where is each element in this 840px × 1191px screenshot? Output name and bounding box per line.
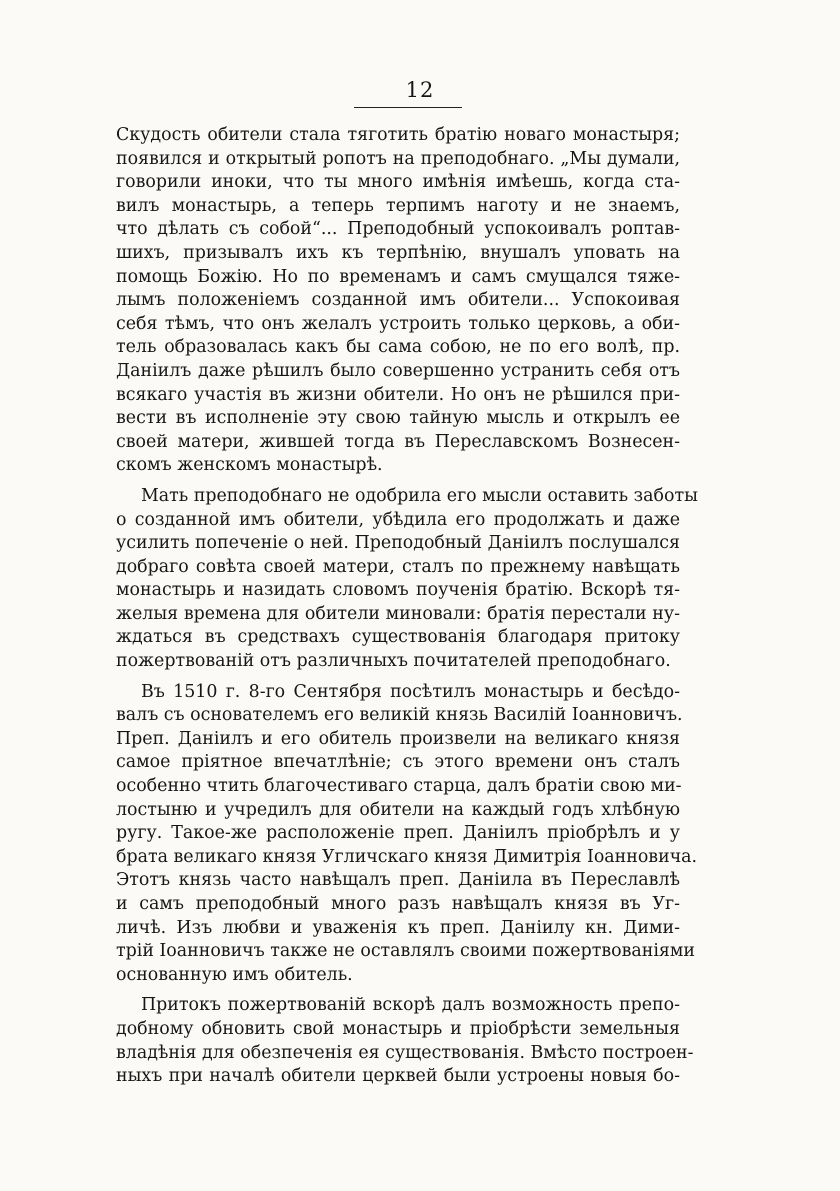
paragraph [116, 124, 680, 478]
text-line: вести въ исполненіе эту свою тайную мысль и открылъ ее [116, 408, 680, 429]
text-line: ныхъ при началѣ обители церквей были устроены новыя бо- [116, 1066, 680, 1087]
text-line: тель образовалась какъ бы сама собою, не по его волѣ, пр. [116, 337, 680, 358]
text-line: Въ 1510 г. 8-го Сентября посѣтилъ монастырь и бесѣдо- [141, 681, 680, 702]
text-line: Этотъ князь часто навѣщалъ преп. Даніила въ Переславлѣ [116, 870, 680, 891]
text-line: появился и открытый ропотъ на преподобнаго. „Мы думали, [116, 148, 680, 169]
text-line: лымъ положеніемъ созданной имъ обители... Успокоивая [116, 290, 680, 311]
text-line: Мать преподобнаго не одобрила его мысли оставить заботы [141, 485, 698, 506]
text-line: Притокъ пожертвованій вскорѣ далъ возможность препо- [141, 995, 680, 1016]
page-number: 12 [405, 78, 435, 102]
text-line: себя тѣмъ, что онъ желалъ устроить только церковь, а оби- [116, 313, 680, 334]
text-line: добраго совѣта своей матери, сталъ по прежнему навѣщать [116, 556, 680, 577]
text-line: что дѣлать съ собой“... Преподобный успокоивалъ роптав- [116, 219, 680, 240]
text-line: особенно чтить благочестиваго старца, далъ братіи свою ми- [116, 776, 682, 797]
page-number-rule [354, 107, 462, 108]
text-line: Преп. Даніилъ и его обитель произвели на великаго князя [116, 728, 680, 749]
paragraph [116, 485, 698, 674]
text-line: самое пріятное впечатлѣніе; съ этого времени онъ сталъ [116, 752, 680, 773]
text-line: шихъ, призывалъ ихъ къ терпѣнію, внушалъ уповать на [116, 242, 680, 263]
text-line: лостыню и учредилъ для обители на каждый годъ хлѣбную [116, 799, 680, 820]
text-line: скомъ женскомъ монастырѣ. [116, 455, 383, 476]
paragraph [116, 994, 694, 1088]
text-line: Даніилъ даже рѣшилъ было совершенно устранить себя отъ [116, 360, 680, 381]
text-line: ругу. Такое-же расположеніе преп. Даніилъ пріобрѣлъ и у [116, 823, 680, 844]
text-line: основанную имъ обитель. [116, 964, 353, 985]
text-line: помощь Божію. Но по временамъ и самъ смущался тяже- [116, 266, 680, 287]
text-line: трій Іоанновичъ также не оставлялъ своими пожертвованіями [116, 941, 696, 962]
text-line: желыя времена для обители миновали: братія перестали ну- [116, 603, 680, 624]
text-line: валъ съ основателемъ его великій князь Василій Іоанновичъ. [116, 705, 683, 726]
text-line: всякаго участія въ жизни обители. Но онъ не рѣшился при- [116, 384, 680, 405]
text-line: брата великаго князя Угличскаго князя Димитрія Іоанновича. [116, 846, 698, 867]
text-line: о созданной имъ обители, убѣдила его продолжать и даже [116, 509, 680, 530]
text-line: ждаться въ средствахъ существованія благодаря притоку [116, 627, 680, 648]
text-line: усилить попеченіе о ней. Преподобный Даніилъ послушался [116, 533, 680, 554]
text-line: монастырь и назидать словомъ поученія братію. Вскорѣ тя- [116, 580, 680, 601]
text-line: говорили иноки, что ты много имѣнія имѣешь, когда ста- [116, 172, 680, 193]
text-line: добному обновить свой монастырь и пріобрѣсти земельныя [116, 1018, 680, 1039]
text-line: своей матери, жившей тогда въ Переславскомъ Вознесен- [116, 431, 680, 452]
text-line: пожертвованій отъ различныхъ почитателей преподобнаго. [116, 651, 671, 672]
text-line: владѣнія для обезпеченія ея существованія. Вмѣсто построен- [116, 1042, 694, 1063]
text-line: личѣ. Изъ любви и уваженія къ преп. Даніилу кн. Дими- [116, 917, 680, 938]
body-text [116, 124, 698, 1089]
text-line: вилъ монастырь, а теперь терпимъ наготу и не знаемъ, [116, 195, 680, 216]
text-line: Скудость обители стала тяготить братію новаго монастыря; [116, 125, 680, 145]
text-line: и самъ преподобный много разъ навѣщалъ князя въ Уг- [116, 894, 680, 914]
paragraph [116, 681, 698, 988]
